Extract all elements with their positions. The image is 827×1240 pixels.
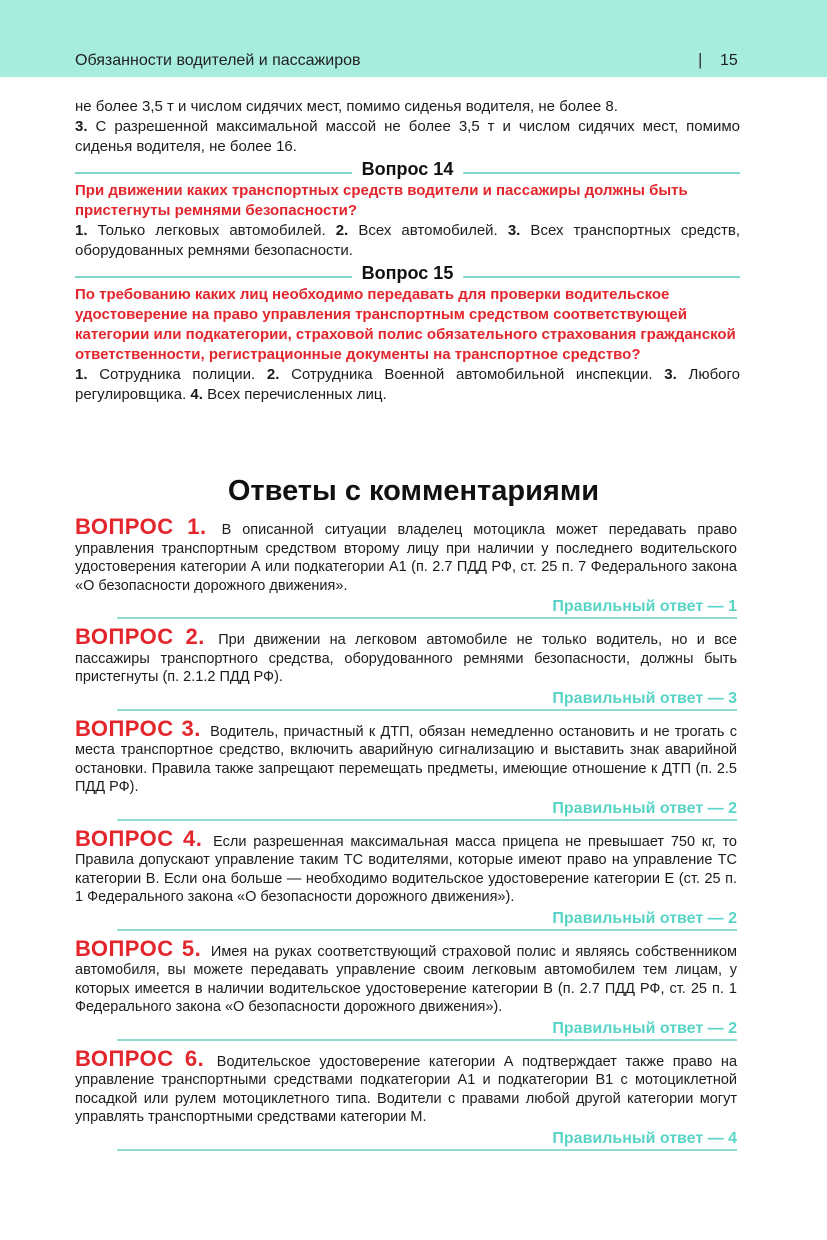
answer-text: При движении на легковом автомобиле не только водитель, но и все пассажиры транспортного средства, оборудованного ремнями безопасности, должны быть пристегнуты (п. 2.1.2 ПДД РФ).: [75, 632, 738, 685]
answer-item: [75, 624, 738, 711]
answer-item: [75, 935, 738, 1041]
answers-list: [75, 514, 738, 1160]
correct-answer: Правильный ответ — 2: [552, 909, 737, 927]
answer-text: Если разрешенная максимальная масса прицепа не превышает 750 кг, то Правила допускают управление таким ТС водителями, которые имеют право на управление ТС категории В. Если она больше — необходимо водительское удостоверение категории Е (ст. 25 п. 1 Федерального закона «О безопасности дорожного движения»).: [75, 833, 737, 905]
running-title: Обязанности водителей и пассажиров: [75, 52, 361, 69]
option-number: 4.: [190, 386, 203, 403]
option-number: 1.: [75, 222, 88, 239]
correct-answer: Правильный ответ — 2: [552, 799, 737, 817]
correct-answer: Правильный ответ — 2: [552, 1019, 737, 1037]
answer-paragraph: [75, 935, 738, 1017]
answer-rule: [117, 1039, 737, 1041]
answer-paragraph: [75, 715, 737, 797]
option-text: Сотрудника Военной автомобильной инспекции.: [279, 366, 665, 383]
option-text: Сотрудника полиции.: [87, 366, 267, 383]
page-header: [0, 0, 827, 77]
question-title: Вопрос 14: [352, 159, 464, 180]
option-text: Только легковых автомобилей.: [87, 222, 336, 239]
answer-label: ВОПРОС 1.: [75, 514, 207, 539]
option-text: Всех транспортных средств, оборудованных ремнями безопасности.: [75, 222, 741, 259]
option-number: 2.: [266, 366, 280, 383]
option-number: 3.: [507, 222, 521, 239]
answer-rule: [117, 709, 737, 711]
question-15-options: [75, 365, 740, 405]
option-number: 1.: [75, 366, 88, 383]
page-number: 15: [720, 52, 738, 69]
option-number: 3.: [664, 366, 677, 383]
answer-label: ВОПРОС 5.: [75, 935, 202, 961]
question-15-text: По требованию каких лиц необходимо передавать для проверки водительское удостоверение на право управления транспортным средством соответствующей категории или подкатегории, страховой полис обязательного страхования гражданской ответственности, регистрационные документы на транспортное средство?: [75, 286, 736, 363]
answer-text: Водитель, причастный к ДТП, обязан немедленно остановить и не трогать с места транспортное средство, включить аварийную сигнализацию и выставить знак аварийной остановки. Правила также запрещают перемещать предметы, имеющие отношение к ДТП (п. 2.5 ПДД РФ).: [75, 723, 737, 795]
section-title: Ответы с комментариями: [227, 475, 600, 507]
answer-item: [75, 825, 737, 931]
answer-paragraph: [75, 624, 738, 687]
question-13-continuation: [75, 97, 740, 157]
answer-paragraph: [75, 514, 738, 595]
answer-label: ВОПРОС 4.: [75, 825, 203, 851]
option-text: не более 3,5 т и числом сидячих мест, помимо сиденья водителя, не более 8.: [75, 98, 618, 115]
question-14-heading: [75, 160, 740, 181]
answer-text: Имея на руках соответствующий страховой полис и являясь собственником автомобиля, вы можете передавать управление своим легковым автомобилем тем лицам, у которых имеется в наличии водительское удостоверение категории В (п. 2.7 ПДД РФ, ст. 25 п. 1 Федерального закона «О безопасности дорожного движения»).: [75, 943, 738, 1015]
answer-paragraph: [75, 825, 737, 907]
answer-label: ВОПРОС 6.: [75, 1045, 205, 1071]
question-14-options: [75, 221, 740, 261]
correct-answer: Правильный ответ — 4: [552, 1129, 737, 1147]
correct-answer: Правильный ответ — 1: [552, 598, 737, 615]
answer-rule: [117, 1149, 737, 1151]
answer-rule: [117, 929, 737, 931]
option-text: С разрешенной максимальной массой не более 3,5 т и числом сидячих мест, помимо сиденья водителя, не более 16.: [75, 118, 740, 155]
answer-item: [75, 1045, 738, 1151]
answer-text: Водительское удостоверение категории А подтверждает также право на управление транспортными средствами подкатегории А1 и подкатегории В1 с мотоциклетной посадкой или рулем мотоциклетного типа. Водители с правами любой другой категории могут управлять транспортными средствами категории М.: [75, 1053, 738, 1125]
option-text: Всех перечисленных лиц.: [202, 386, 387, 403]
answer-item: [75, 514, 738, 619]
correct-answer: Правильный ответ — 3: [552, 689, 737, 707]
option-number: 3.: [75, 118, 88, 135]
question-14-text: При движении каких транспортных средств водители и пассажиры должны быть пристегнуты ремнями безопасности?: [75, 182, 688, 219]
option-text: Всех автомобилей.: [348, 222, 508, 239]
answer-label: ВОПРОС 2.: [75, 624, 205, 649]
answer-text: В описанной ситуации владелец мотоцикла может передавать право управления транспортным средством второму лицу при наличии у последнего водительского удостоверения категории А или подкатегории А1 (п. 2.7 ПДД РФ, ст. 25 п. 7 Федерального закона «О безопасности дорожного движения».: [75, 522, 738, 594]
header-separator: |: [698, 50, 703, 69]
question-15-heading: [75, 264, 740, 285]
question-title: Вопрос 15: [352, 263, 464, 284]
answer-label: ВОПРОС 3.: [75, 715, 201, 741]
answer-rule: [117, 819, 737, 821]
answer-item: [75, 715, 737, 821]
option-text: Любого регулировщика.: [75, 366, 740, 403]
option-number: 2.: [335, 222, 349, 239]
questions-block: [75, 97, 740, 405]
answer-rule: [117, 617, 737, 619]
answer-paragraph: [75, 1045, 738, 1127]
